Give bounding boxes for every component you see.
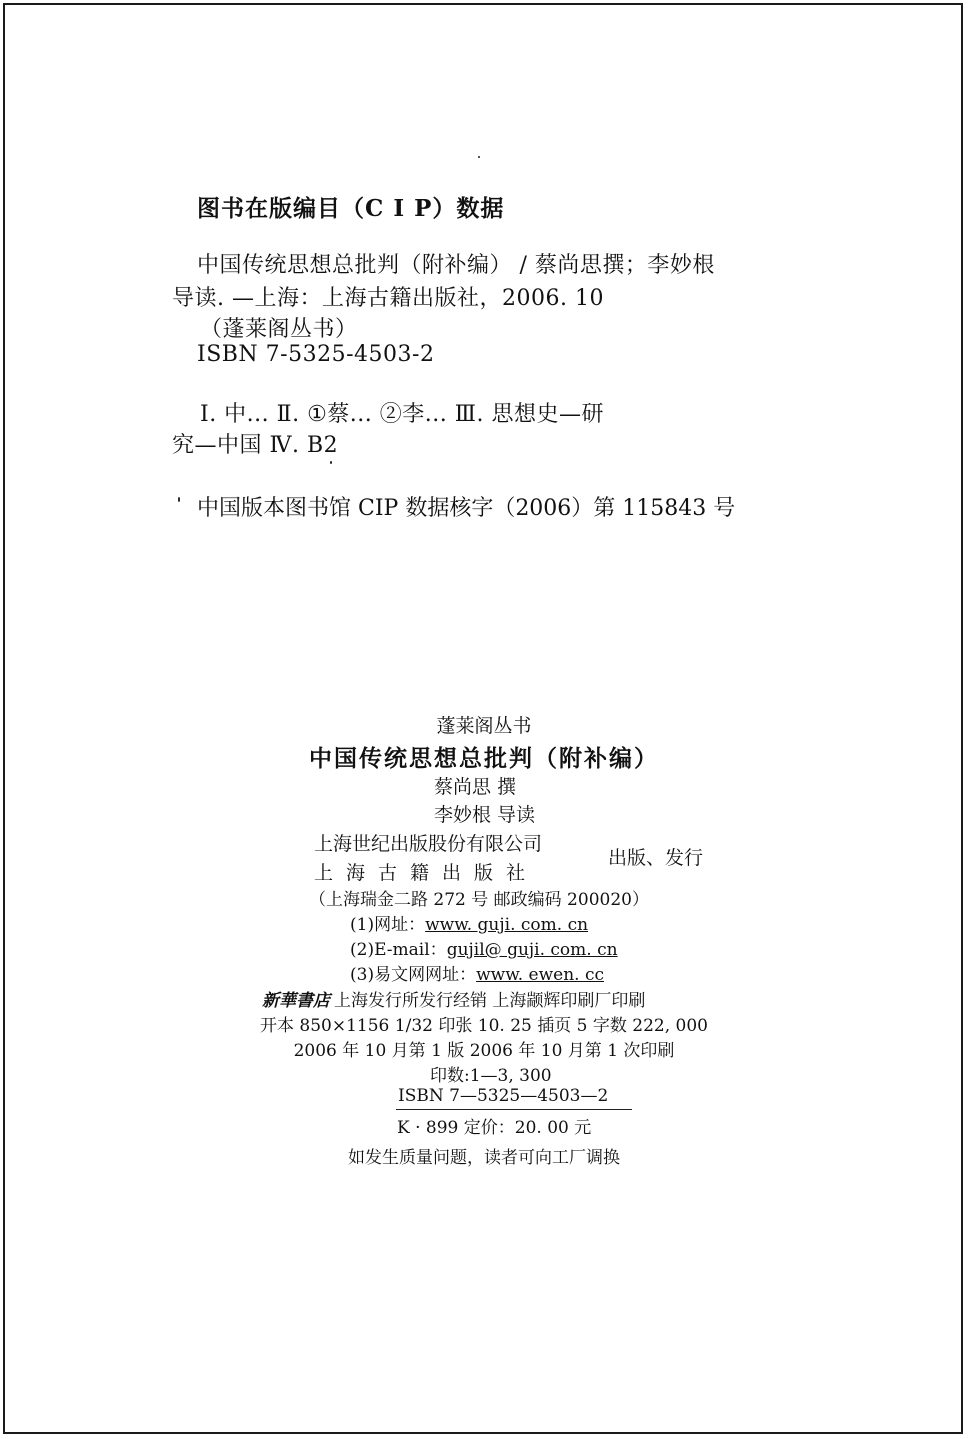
defect-notice: 如发生质量问题，读者可向工厂调换: [348, 1148, 620, 1168]
cip-approval-note: 中国版本图书馆 CIP 数据核字（2006）第 115843 号: [197, 496, 736, 521]
editor-line: 李妙根 导读: [434, 804, 536, 826]
distribution-text: 上海发行所发行经销 上海颛辉印刷厂印刷: [334, 991, 646, 1011]
publisher-line-2: 上海古籍出版社: [314, 862, 539, 884]
ewen-website-link[interactable]: www. ewen. cc: [476, 965, 605, 985]
price-line: K · 899 定价：20. 00 元: [397, 1118, 592, 1138]
cip-line-series: （蓬莱阁丛书）: [200, 317, 358, 342]
print-run: 印数:1—3, 300: [430, 1066, 552, 1086]
format-spec: 开本 850×1156 1/32 印张 10. 25 插页 5 字数 222, 000: [260, 1016, 708, 1036]
website-label: (1)网址：: [350, 915, 426, 935]
website-link[interactable]: www. guji. com. cn: [425, 915, 589, 935]
isbn-divider: [396, 1109, 632, 1110]
cip-line-title: 中国传统思想总批判（附补编） / 蔡尚思撰；李妙根: [197, 253, 715, 278]
publisher-address: （上海瑞金二路 272 号 邮政编码 200020）: [309, 890, 649, 910]
publisher-role: 出版、发行: [608, 847, 704, 869]
website-line: [350, 910, 588, 935]
ewen-website-label: (3)易文网网址：: [350, 965, 477, 985]
scan-speck: [478, 156, 480, 158]
cip-line-subjects-cont: 究—中国 Ⅳ. B2: [172, 433, 339, 458]
email-link[interactable]: gujil@ guji. com. cn: [446, 940, 618, 960]
distribution-line: [262, 986, 645, 1011]
email-label: (2)E-mail：: [350, 940, 447, 960]
cip-line-subjects: Ⅰ. 中... Ⅱ. ①蔡... ②李... Ⅲ. 思想史—研: [200, 402, 604, 427]
edition-info: 2006 年 10 月第 1 版 2006 年 10 月第 1 次印刷: [293, 1041, 675, 1061]
email-line: [350, 935, 618, 960]
author-line: 蔡尚思 撰: [434, 776, 517, 798]
distributor-brand: 新華書店: [262, 991, 330, 1011]
cip-line-publisher: 导读. —上海：上海古籍出版社，2006. 10: [172, 286, 604, 311]
series-name: 蓬莱阁丛书: [436, 715, 532, 737]
scan-speck: [330, 461, 332, 464]
book-title: 中国传统思想总批判（附补编）: [309, 745, 659, 772]
colophon-isbn: ISBN 7—5325—4503—2: [398, 1086, 609, 1106]
cip-heading: 图书在版编目（C I P）数据: [197, 195, 505, 222]
ewen-website-line: [350, 960, 604, 985]
publisher-line-1: 上海世纪出版股份有限公司: [314, 833, 543, 855]
cip-line-isbn: ISBN 7-5325-4503-2: [197, 342, 435, 367]
scan-speck: [178, 497, 180, 502]
